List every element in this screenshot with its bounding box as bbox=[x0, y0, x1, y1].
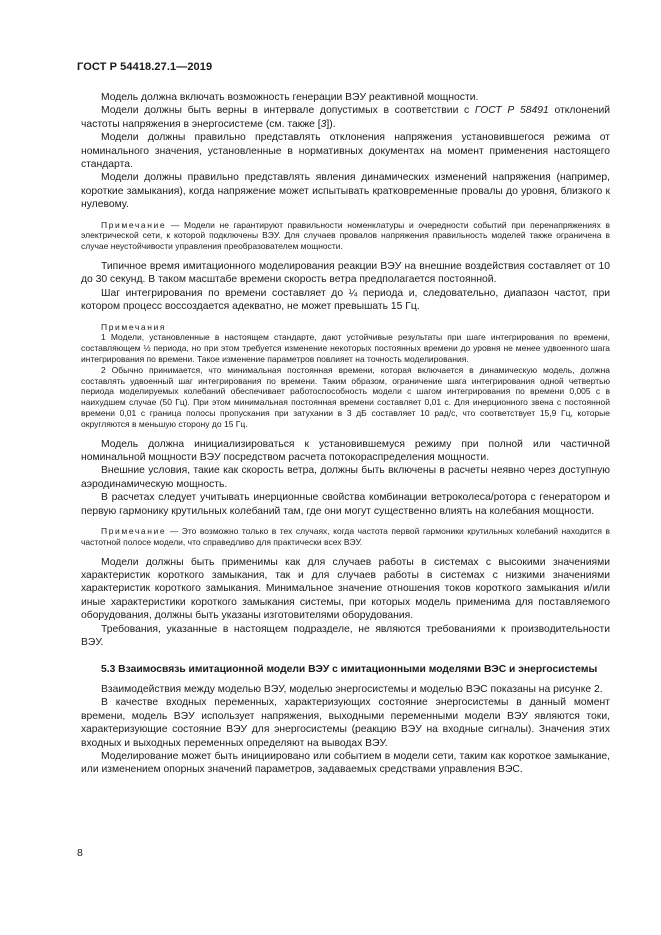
page-number: 8 bbox=[77, 847, 83, 859]
paragraph-voltage-deviation: Модели должны правильно представлять отклонения напряжения установившегося режима от номинального значения, установленные в нормативных документах на момент применения настоящего стандарта. bbox=[81, 132, 610, 171]
paragraph-reactive-power: Модель должна включать возможность генерации ВЭУ реактивной мощности. bbox=[101, 92, 479, 103]
paragraph-inertia: В расчетах следует учитывать инерционные свойства комбинации ветроколеса/ротора с генератором и первую гармонику крутильных колебаний там, где они могут существенно влиять на колебания мощности. bbox=[81, 492, 610, 517]
note-text: — Модели не гарантируют правильности номенклатуры и очередности событий при перенапряжениях в электрической сети, к которой подключены ВЭУ. Для случаев провалов напряжения правильность моделей также ограничена в случае неустойчивости управления преобразователем мощности. bbox=[81, 219, 610, 252]
notes-heading: Примечания bbox=[101, 321, 167, 332]
paragraph-frequency-range bbox=[81, 104, 610, 131]
section-heading: 5.3 Взаимосвязь имитационной модели ВЭУ с имитационными моделями ВЭС и энергосистемы bbox=[101, 663, 598, 675]
text-span: Модели должны быть верны в интервале допустимых в соответствии с bbox=[101, 105, 475, 117]
note-overvoltage bbox=[81, 220, 610, 252]
standard-reference: ГОСТ Р 58491 bbox=[474, 105, 549, 117]
note-text: — Это возможно только в тех случаях, когда частота первой гармоники крутильных колебаний находится в частотной полосе модели, что справедливо для практически всех ВЭУ. bbox=[81, 526, 610, 547]
paragraph-not-performance: Требования, указанные в настоящем подразделе, не являются требованиями к производительности ВЭУ. bbox=[81, 623, 610, 649]
text-span: отклонений частоты напряжения в энергосистеме (см. также [ bbox=[81, 105, 611, 130]
document-header: ГОСТ Р 54418.27.1—2019 bbox=[77, 61, 213, 73]
paragraph-dynamic-voltage: Модели должны правильно представлять явления динамических изменений напряжения (например, короткие замыкания), когда напряжение может испытывать кратковременные провалы до уровня, близкого к нулевому. bbox=[81, 172, 610, 211]
note-label: Примечание bbox=[101, 219, 167, 230]
paragraph-initialization: Модель должна инициализироваться к установившемуся режиму при полной или частичной номинальной мощности ВЭУ посредством расчета потокораспределения мощности. bbox=[81, 438, 610, 464]
paragraph-simulation-time: Типичное время имитационного моделирования реакции ВЭУ на внешние воздействия составляет от 10 до 30 секунд. В таком масштабе времени скорость ветра предполагается постоянной. bbox=[81, 261, 610, 286]
paragraph-input-variables: В качестве входных переменных, характеризующих состояние энергосистемы в данный момент времени, модель ВЭУ использует напряжения, выходными переменными модели ВЭУ являются токи, характеризующие состояние ВЭУ для энергосистемы (реакцию ВЭУ на входные сигналы). Значения этих входных и выходных переменных определяют на выводах ВЭУ. bbox=[81, 697, 610, 749]
page-body bbox=[81, 91, 610, 777]
note-item-1: 1 Модели, установленные в настоящем стандарте, дают устойчивые результаты при шаге интегрирования по времени, составляющем ½ периода, но при этом требуется изменение некоторых постоянных времени до уровня не менее удвоенного шага интегрирования по времени. Такое изменение параметров повлияет на точность моделирования. bbox=[81, 332, 610, 365]
paragraph-interactions: Взаимодействия между моделью ВЭУ, моделью энергосистемы и моделью ВЭС показаны на рисунке 2. bbox=[101, 683, 603, 695]
paragraph-external-conditions: Внешние условия, такие как скорость ветра, должны быть включены в расчеты неявно через доступную аэродинамическую мощность. bbox=[81, 465, 610, 490]
note-torsional bbox=[81, 526, 610, 548]
paragraph-triggering: Моделирование может быть инициировано или событием в модели сети, таким как короткое замыкание, или изменением опорных значений параметров, задаваемых средствами управления ВЭС. bbox=[81, 750, 610, 776]
citation-reference: 3 bbox=[320, 118, 327, 130]
paragraph-short-circuit: Модели должны быть применимы как для случаев работы в системах с высокими значениями характеристик короткого замыкания, так и для случаев работы в системах с низкими значениями характеристик короткого замыкания. Минимальное значение отношения токов короткого замыкания и/или иные характеристики короткого замыкания системы, при которых модель применима для поставляемого оборудования, должны быть указаны изготовителями оборудования. bbox=[81, 556, 610, 622]
note-item-2: 2 Обычно принимается, что минимальная постоянная времени, которая включается в динамическую модель, должна составлять удвоенный шаг интегрирования по времени. Таким образом, ограничение шага интегрирования одной четвертью периода моделируемых колебаний обеспечивает работоспособность модели с шагом интегрирования по времени 0,005 с в наихудшем случае (50 Гц). При этом минимальная постоянная времени составляет 0,01 с. Для инерционного звена с постоянной времени 0,01 с граница полосы пропускания при затухании в 3 дБ составляет 10 рад/с, что соответствует 15,9 Гц, которые округляются в меньшую сторону до 15 Гц. bbox=[81, 364, 610, 429]
text-span: ]). bbox=[326, 118, 336, 130]
note-label: Примечание bbox=[101, 526, 167, 537]
paragraph-integration-step: Шаг интегрирования по времени составляет до ¼ периода и, следовательно, диапазон частот, при котором процесс воссоздается адекватно, не может превышать 15 Гц. bbox=[81, 287, 610, 313]
